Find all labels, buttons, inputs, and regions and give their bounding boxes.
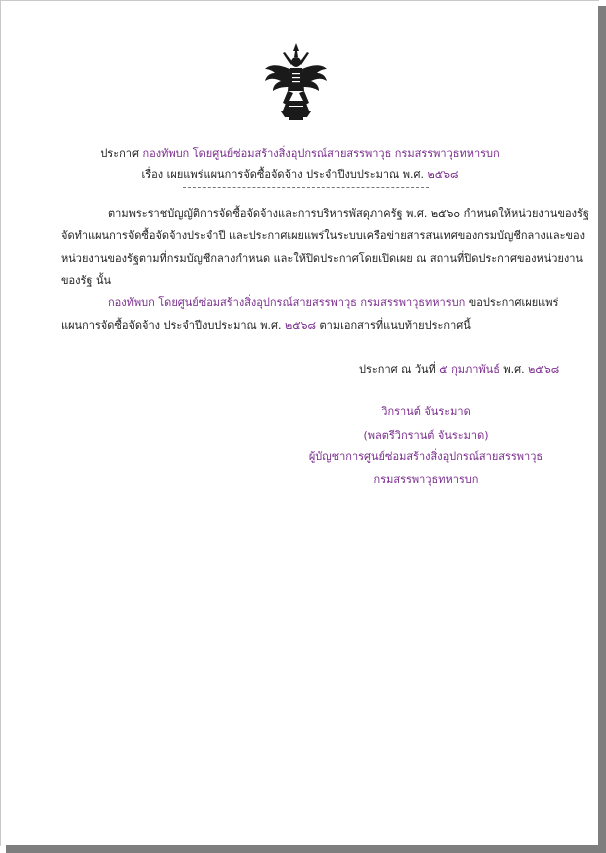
announcement-prefix: ประกาศ xyxy=(100,147,139,160)
paragraph-2-text-a: แผนการจัดซื้อจัดจ้าง ประจำปีงบประมาณ พ.ศ. xyxy=(61,319,282,332)
signer-full-name: (พลตรีวิกรานต์ จันระมาด) xyxy=(363,429,489,442)
announcement-title xyxy=(1,147,599,161)
announcement-subject xyxy=(1,168,599,182)
paragraph-2-agency: กองทัพบก โดยศูนย์ซ่อมสร้างสิ่งอุปกรณ์สายสรรพาวุธ กรมสรรพาวุธทหารบก xyxy=(108,296,466,309)
announcement-date xyxy=(359,363,559,377)
subject-text: เผยแพร่แผนการจัดซื้อจัดจ้าง ประจำปีงบประมาณ พ.ศ. xyxy=(166,168,424,181)
paragraph-2-text-b: ตามเอกสารที่แนบท้ายประกาศนี้ xyxy=(319,319,471,332)
paragraph-1-line-3: หน่วยงานของรัฐตามที่กรมบัญชีกลางกำหนด และให้ปิดประกาศโดยเปิดเผย ณ สถานที่ปิดประกาศของหน่วยงาน xyxy=(61,252,583,265)
signer-department: กรมสรรพาวุธทหารบก xyxy=(373,473,479,486)
date-prefix: ประกาศ ณ วันที่ xyxy=(359,363,436,376)
paragraph-2-year: ๒๕๖๘ xyxy=(284,319,316,332)
paragraph-1-line-2: จัดทำแผนการจัดซื้อจัดจ้างประจำปี และประกาศเผยแพร่ในระบบเครือข่ายสารสนเทศของกรมบัญชีกลางและของ xyxy=(61,229,586,242)
signer-position: ผู้บัญชาการศูนย์ซ่อมสร้างสิ่งอุปกรณ์สายสรรพาวุธ xyxy=(308,450,544,463)
subject-prefix: เรื่อง xyxy=(141,168,164,181)
paragraph-1-line-1: ตามพระราชบัญญัติการจัดซื้อจัดจ้างและการบริหารพัสดุภาครัฐ พ.ศ. ๒๕๖๐ กำหนดให้หน่วยงานของรัฐ xyxy=(108,207,589,220)
paragraph-2-line-1 xyxy=(108,296,558,310)
paragraph-1-line-4: ของรัฐ นั้น xyxy=(61,274,112,287)
paragraph-2-rest: ขอประกาศเผยแพร่ xyxy=(468,296,559,309)
page-shadow-bottom xyxy=(6,845,606,853)
paragraph-2-line-2 xyxy=(61,319,471,333)
garuda-emblem xyxy=(263,43,329,121)
announcement-agency: กองทัพบก โดยศูนย์ซ่อมสร้างสิ่งอุปกรณ์สายสรรพาวุธ กรมสรรพาวุธทหารบก xyxy=(142,147,500,160)
date-value: ๕ กุมภาพันธ์ xyxy=(439,363,500,376)
page-shadow-right xyxy=(598,6,606,853)
date-year: ๒๕๖๘ xyxy=(528,363,560,376)
signer-name: วิกรานต์ จันระมาด xyxy=(381,405,471,418)
subject-year: ๒๕๖๘ xyxy=(427,168,459,181)
date-era: พ.ศ. xyxy=(503,363,525,376)
separator-line xyxy=(183,187,429,188)
